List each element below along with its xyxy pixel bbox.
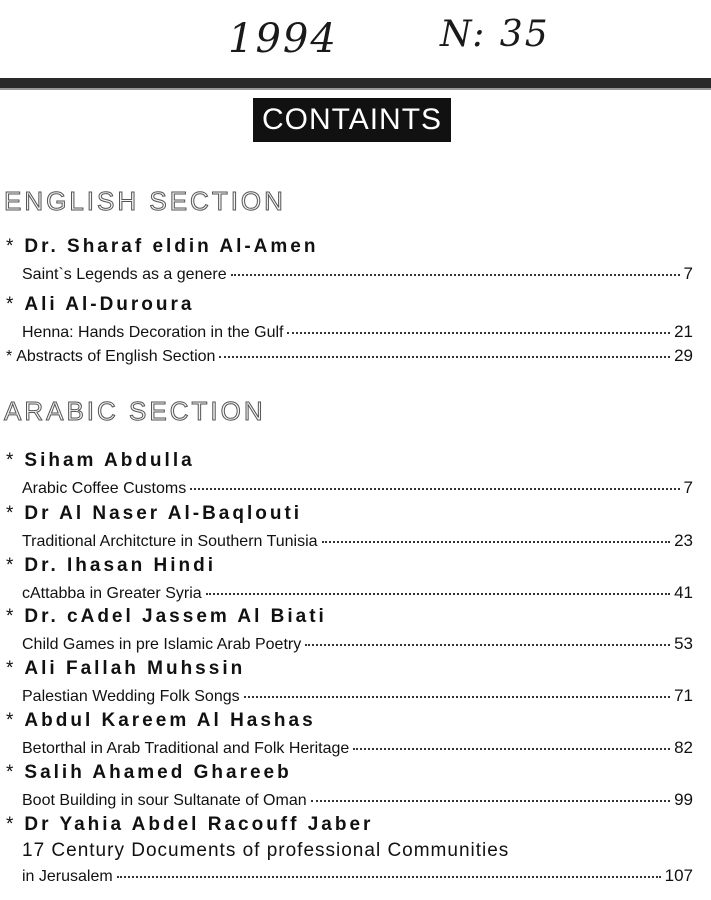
dot-leader (244, 696, 670, 698)
bullet-star-icon: * (6, 503, 17, 524)
entry-page: 41 (674, 583, 693, 602)
entry-author: * Dr. cAdel Jassem Al Biati (6, 606, 327, 627)
entry-title-continued: in Jerusalem (22, 868, 113, 885)
entry-title-line (22, 583, 693, 603)
entry-title-line (22, 686, 693, 706)
entry-author: * Dr Yahia Abdel Racouff Jaber (6, 814, 374, 835)
entry-title: Henna: Hands Decoration in the Gulf (22, 324, 284, 341)
entry-title-line (22, 264, 693, 284)
dot-leader (219, 356, 670, 358)
header-rule (0, 78, 711, 88)
header-rule-shadow (0, 88, 711, 90)
entry-title-line (22, 478, 693, 498)
dot-leader (287, 332, 670, 334)
entry-title: Child Games in pre Islamic Arab Poetry (22, 636, 302, 653)
dot-leader (353, 748, 670, 750)
entry-page: 21 (674, 322, 693, 341)
bullet-star-icon: * (6, 236, 17, 257)
dot-leader (117, 876, 661, 878)
entry-page: 53 (674, 634, 693, 653)
entry-author: * Dr Al Naser Al-Baqlouti (6, 503, 303, 524)
entry-title-line (22, 531, 693, 551)
bullet-star-icon: * (6, 606, 17, 627)
bullet-star-icon: * (6, 450, 17, 471)
dot-leader (322, 541, 671, 543)
entry-author: * Siham Abdulla (6, 450, 195, 471)
entry-page: 107 (664, 866, 693, 885)
entry-title: Boot Building in sour Sultanate of Oman (22, 792, 307, 809)
entry-page: 99 (674, 790, 693, 809)
entry-author: * Dr. Sharaf eldin Al-Amen (6, 236, 319, 257)
page-title: CONTAINTS (253, 98, 451, 142)
english-section-heading: ENGLISH SECTION (4, 186, 286, 216)
entry-page: 71 (674, 686, 693, 705)
bullet-star-icon: * (6, 762, 17, 783)
entry-title-line (22, 322, 693, 342)
entry-title-line (22, 738, 693, 758)
bullet-star-icon: * (6, 348, 13, 365)
entry-title: Traditional Architcture in Southern Tunisia (22, 533, 318, 550)
entry-title-first-line (22, 840, 693, 862)
entry-page: 7 (683, 478, 693, 497)
entry-title: Betorthal in Arab Traditional and Folk Heritage (22, 740, 350, 757)
entry-page: 23 (674, 531, 693, 550)
dot-leader (305, 644, 670, 646)
bullet-star-icon: * (6, 294, 17, 315)
entry-title-line (22, 866, 693, 886)
entry-page: 82 (674, 738, 693, 757)
entry-title-line (6, 346, 693, 366)
entry-author: * Salih Ahamed Ghareeb (6, 762, 292, 783)
entry-title-line (22, 634, 693, 654)
entry-title-line (22, 790, 693, 810)
dot-leader (190, 488, 679, 490)
entry-page: 29 (674, 346, 693, 365)
bullet-star-icon: * (6, 710, 17, 731)
entry-title: Palestian Wedding Folk Songs (22, 688, 240, 705)
dot-leader (206, 593, 670, 595)
entry-title: Abstracts of English Section (16, 348, 216, 365)
dot-leader (311, 800, 670, 802)
dot-leader (231, 274, 680, 276)
handwritten-year: 1994 (228, 16, 338, 62)
entry-title: Arabic Coffee Customs (22, 480, 187, 497)
bullet-star-icon: * (6, 814, 17, 835)
entry-author: * Ali Al-Duroura (6, 294, 195, 315)
entry-author: * Dr. Ihasan Hindi (6, 555, 216, 576)
arabic-section-heading: ARABIC SECTION (4, 396, 266, 426)
entry-title: Saint`s Legends as a genere (22, 266, 227, 283)
entry-author: * Ali Fallah Muhssin (6, 658, 246, 679)
bullet-star-icon: * (6, 658, 17, 679)
entry-author: * Abdul Kareem Al Hashas (6, 710, 316, 731)
bullet-star-icon: * (6, 555, 17, 576)
handwritten-issue-number: N: 35 (440, 14, 550, 55)
entry-title: cAttabba in Greater Syria (22, 585, 202, 602)
entry-page: 7 (683, 264, 693, 283)
entry-title: 17 Century Documents of professional Communities (22, 840, 510, 861)
